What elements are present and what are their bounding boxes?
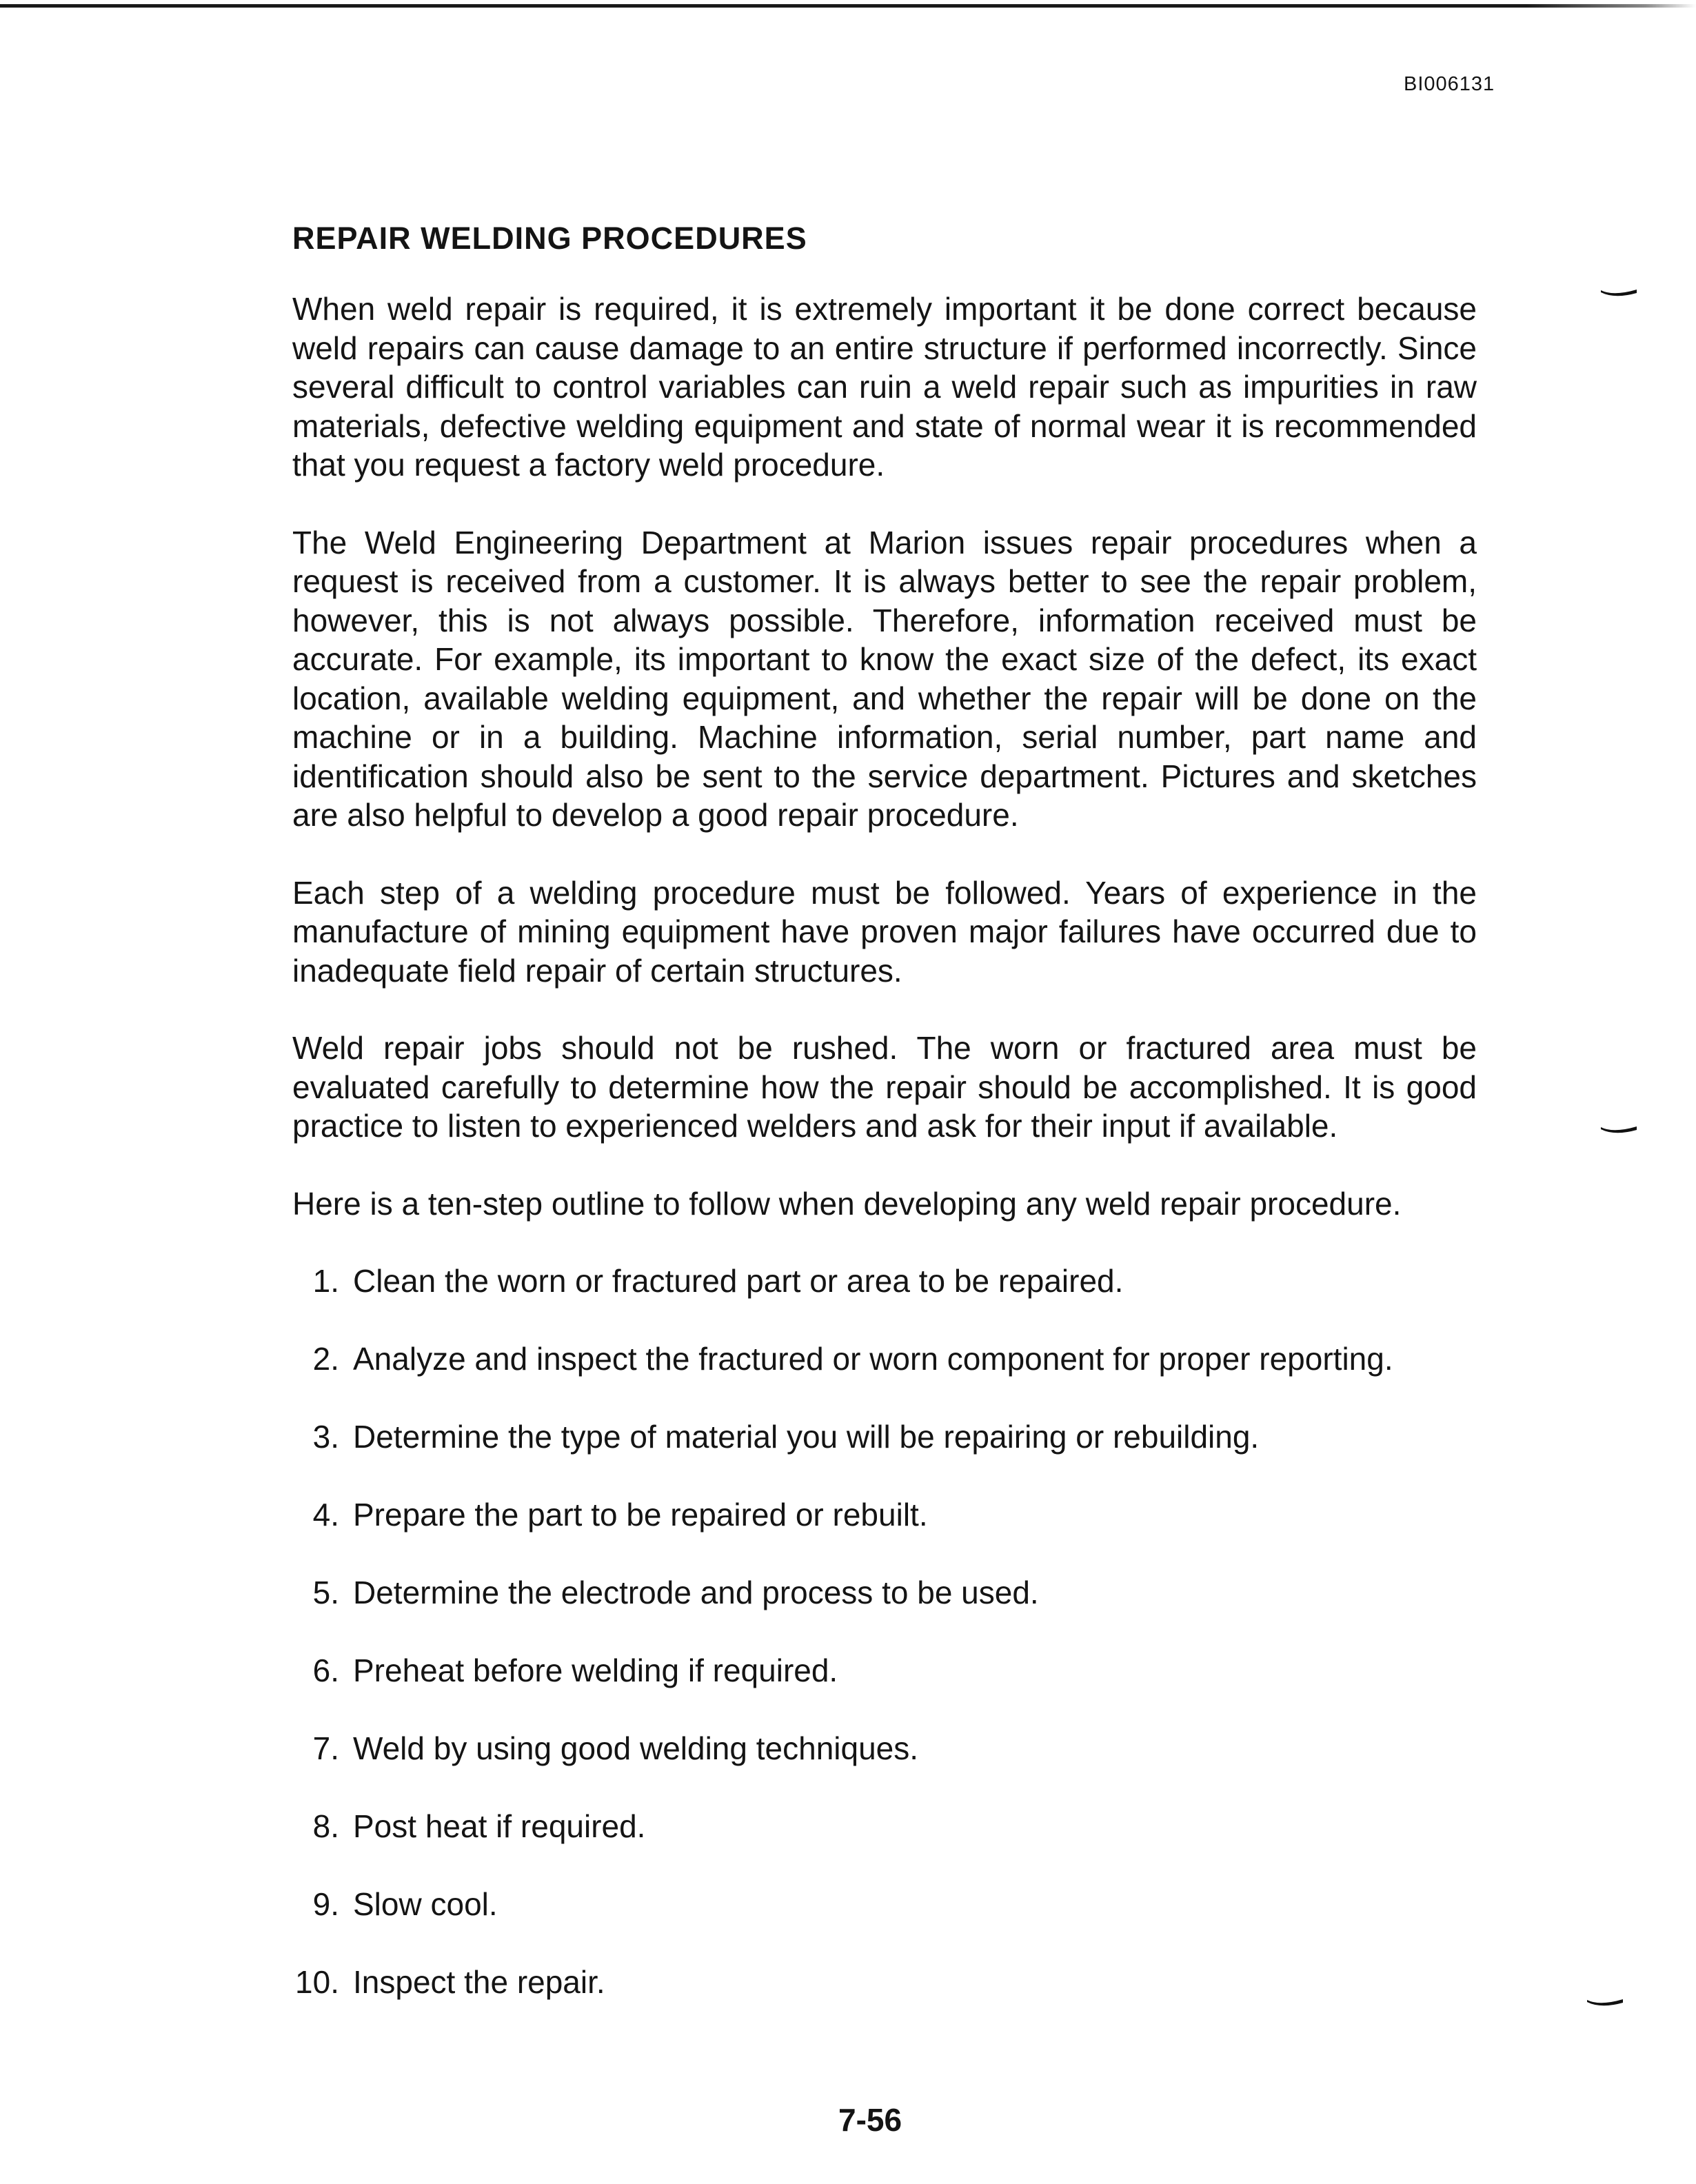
list-item — [292, 1885, 1477, 1923]
list-item — [292, 1963, 1477, 2001]
paragraph-follow-each-step: Each step of a welding procedure must be followed. Years of experience in the manufacture of mining equipment have proven major failures have occurred due to inadequate field repair of certain structures. — [292, 874, 1477, 989]
step-number: 6. — [312, 1652, 339, 1688]
step-number: 10. — [295, 1964, 339, 2000]
list-item — [292, 1729, 1477, 1768]
step-text: Weld by using good welding techniques. — [353, 1730, 919, 1766]
step-text: Preheat before welding if required. — [353, 1652, 838, 1688]
list-item — [292, 1651, 1477, 1690]
step-text: Determine the electrode and process to be used. — [353, 1575, 1039, 1610]
step-text: Clean the worn or fractured part or area to be repaired. — [353, 1263, 1124, 1299]
binding-hole-mark — [1599, 1125, 1638, 1135]
step-number: 7. — [312, 1730, 339, 1766]
binding-hole-mark — [1586, 1998, 1624, 2008]
list-item — [292, 1417, 1477, 1456]
page-number: 7-56 — [838, 2102, 902, 2138]
list-item — [292, 1573, 1477, 1612]
step-number: 9. — [312, 1886, 339, 1922]
paragraph-weld-repair-importance: When weld repair is required, it is extremely important it be done correct because weld repairs can cause damage to an entire structure if performed incorrectly. Since several difficult to control variables can ruin a weld repair such as impurities in raw materials, defective welding equipment and state of normal wear it is recommended that you request a factory weld procedure. — [292, 291, 1477, 483]
paragraph-outline-intro: Here is a ten-step outline to follow when developing any weld repair procedure. — [292, 1185, 1402, 1222]
list-item — [292, 1339, 1477, 1378]
list-item — [292, 1262, 1477, 1300]
step-text: Post heat if required. — [353, 1808, 646, 1844]
step-text: Prepare the part to be repaired or rebuilt. — [353, 1497, 928, 1533]
ten-step-list — [292, 1262, 1477, 2001]
binding-hole-mark — [1599, 288, 1638, 298]
step-number: 8. — [312, 1808, 339, 1844]
document-id: BI006131 — [1404, 73, 1495, 95]
list-item — [292, 1495, 1477, 1534]
section-heading: REPAIR WELDING PROCEDURES — [292, 221, 807, 256]
step-number: 3. — [312, 1419, 339, 1455]
step-number: 1. — [312, 1263, 339, 1299]
step-text: Determine the type of material you will be repairing or rebuilding. — [353, 1419, 1260, 1455]
step-number: 5. — [312, 1575, 339, 1610]
step-number: 4. — [312, 1497, 339, 1533]
step-text: Slow cool. — [353, 1886, 498, 1922]
step-text: Analyze and inspect the fractured or worn component for proper reporting. — [353, 1341, 1393, 1377]
paragraph-do-not-rush: Weld repair jobs should not be rushed. The worn or fractured area must be evaluated carefully to determine how the repair should be accomplished. It is good practice to listen to experienced welders and ask for their input if available. — [292, 1030, 1477, 1144]
top-rule — [0, 4, 1696, 8]
step-number: 2. — [312, 1341, 339, 1377]
paragraph-weld-engineering-department: The Weld Engineering Department at Marion issues repair procedures when a request is received from a customer. It is always better to see the repair problem, however, this is not always possible. Therefore, information received must be accurate. For example, its important to know the exact size of the defect, its exact location, available welding equipment, and whether the repair will be done on the machine or in a building. Machine information, serial number, part name and identification should also be sent to the service department. Pictures and sketches are also helpful to develop a good repair procedure. — [292, 524, 1477, 833]
step-text: Inspect the repair. — [353, 1964, 605, 2000]
page-content — [292, 218, 1477, 2041]
list-item — [292, 1807, 1477, 1846]
